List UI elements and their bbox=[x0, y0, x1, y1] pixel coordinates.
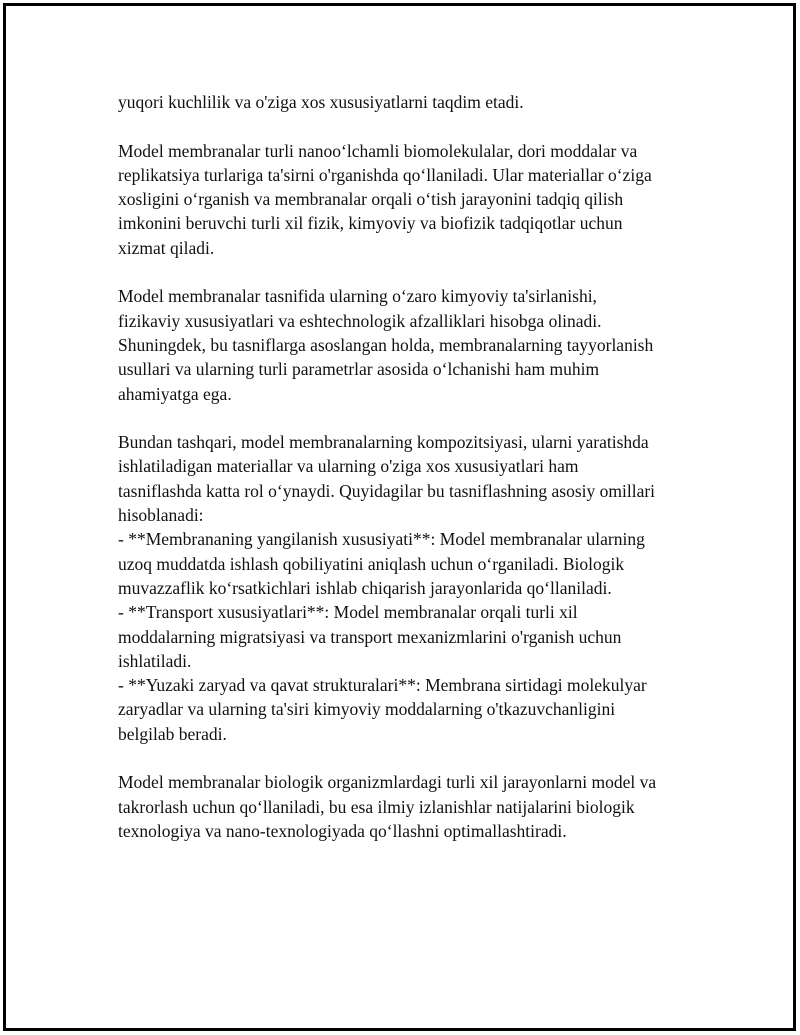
text-line: Bundan tashqari, model membranalarning kompozitsiyasi, ularni yaratishda bbox=[118, 432, 649, 453]
text-line: usullari va ularning turli parametrlar asosida o‘lchanishi ham muhim bbox=[118, 359, 600, 380]
text-line: texnologiya va nano-texnologiyada qo‘llashni optimallashtiradi. bbox=[118, 820, 567, 841]
text-line: xizmat qiladi. bbox=[118, 237, 215, 258]
list-item-line: uzoq muddatda ishlash qobiliyatini aniqlash uchun o‘rganiladi. Biologik bbox=[118, 553, 625, 574]
text-line: Model membranalar tasnifida ularning o‘zaro kimyoviy ta'sirlanishi, bbox=[118, 286, 597, 307]
text-line: hisoblanadi: bbox=[118, 505, 204, 526]
list-item-line: belgilab beradi. bbox=[118, 723, 227, 744]
text-line: Model membranalar biologik organizmlardagi turli xil jarayonlarni model va bbox=[118, 772, 657, 793]
text-line: Model membranalar turli nanoo‘lchamli biomolekulalar, dori moddalar va bbox=[118, 140, 638, 161]
list-item-line: ishlatiladi. bbox=[118, 650, 192, 671]
text-line: yuqori kuchlilik va o'ziga xos xususiyatlarni taqdim etadi. bbox=[118, 92, 524, 112]
list-item-line: - **Yuzaki zaryad va qavat strukturalari**: Membrana sirtidagi molekulyar bbox=[118, 675, 647, 696]
text-line: fizikaviy xususiyatlari va eshtechnologik afzalliklari hisobga olinadi. bbox=[118, 310, 602, 331]
paragraph-1 bbox=[118, 90, 708, 114]
text-line: xosligini o‘rganish va membranalar orqali o‘tish jarayonini tadqiq qilish bbox=[118, 189, 624, 210]
text-line: tasniflashda katta rol o‘ynaydi. Quyidagilar bu tasniflashning asosiy omillari bbox=[118, 480, 656, 501]
paragraph-3 bbox=[118, 284, 708, 405]
text-line: takrorlash uchun qo‘llaniladi, bu esa ilmiy izlanishlar natijalarini biologik bbox=[118, 796, 635, 817]
list-item-line: moddalarning migratsiyasi va transport mexanizmlarini o'rganish uchun bbox=[118, 626, 622, 647]
list-item-line: - **Membrananing yangilanish xususiyati**: Model membranalar ularning bbox=[118, 529, 645, 550]
list-item-line: zaryadlar va ularning ta'siri kimyoviy moddalarning o'tkazuvchanligini bbox=[118, 699, 616, 720]
text-line: imkonini beruvchi turli xil fizik, kimyoviy va biofizik tadqiqotlar uchun bbox=[118, 213, 623, 234]
list-item-line: muvazzaflik ko‘rsatkichlari ishlab chiqarish jarayonlarida qo‘llaniladi. bbox=[118, 577, 612, 598]
text-line: replikatsiya turlariga ta'sirni o'rganishda qo‘llaniladi. Ular materiallar o‘ziga bbox=[118, 164, 652, 185]
text-line: ishlatiladigan materiallar va ularning o'ziga xos xususiyatlari ham bbox=[118, 456, 579, 477]
text-line: Shuningdek, bu tasniflarga asoslangan holda, membranalarning tayyorlanish bbox=[118, 334, 654, 355]
text-line: ahamiyatga ega. bbox=[118, 383, 232, 404]
document-body bbox=[118, 90, 708, 868]
list-item-line: - **Transport xususiyatlari**: Model membranalar orqali turli xil bbox=[118, 602, 578, 623]
paragraph-5 bbox=[118, 770, 708, 843]
paragraph-2 bbox=[118, 139, 708, 260]
paragraph-4 bbox=[118, 430, 708, 746]
